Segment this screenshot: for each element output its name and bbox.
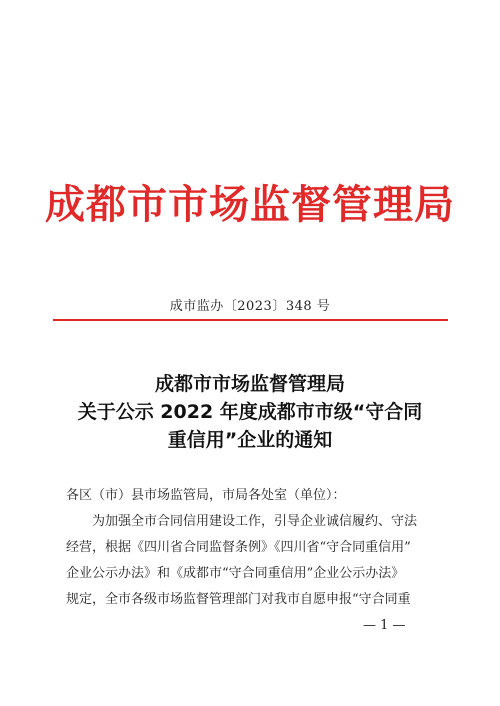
page-number: — 1 — — [363, 618, 406, 633]
paragraph-line-2: 经营，根据《四川省合同监督条例》《四川省“守合同重信用” — [66, 540, 411, 555]
paragraph-line-3: 企业公示办法》和《成都市“守合同重信用”企业公示办法》 — [66, 566, 405, 581]
notice-title — [0, 370, 500, 454]
document-number: 成市监办〔2023〕348 号 — [169, 299, 331, 314]
paragraph-line-4: 规定，全市各级市场监督管理部门对我市自愿申报“守合同重 — [66, 592, 411, 607]
organization-header: 成都市市场监督管理局 — [45, 182, 455, 228]
addressee: 各区（市）县市场监管局，市局各处室（单位）： — [66, 488, 346, 503]
title-line-3: 重信用”企业的通知 — [167, 429, 333, 451]
body-text — [66, 483, 442, 613]
title-line-1: 成都市市场监督管理局 — [154, 373, 345, 395]
paragraph-line-1: 为加强全市合同信用建设工作，引导企业诚信履约、守法 — [92, 514, 418, 529]
red-divider-line — [53, 319, 448, 321]
title-line-2: 关于公示 2022 年度成都市市级“守合同 — [77, 401, 423, 423]
